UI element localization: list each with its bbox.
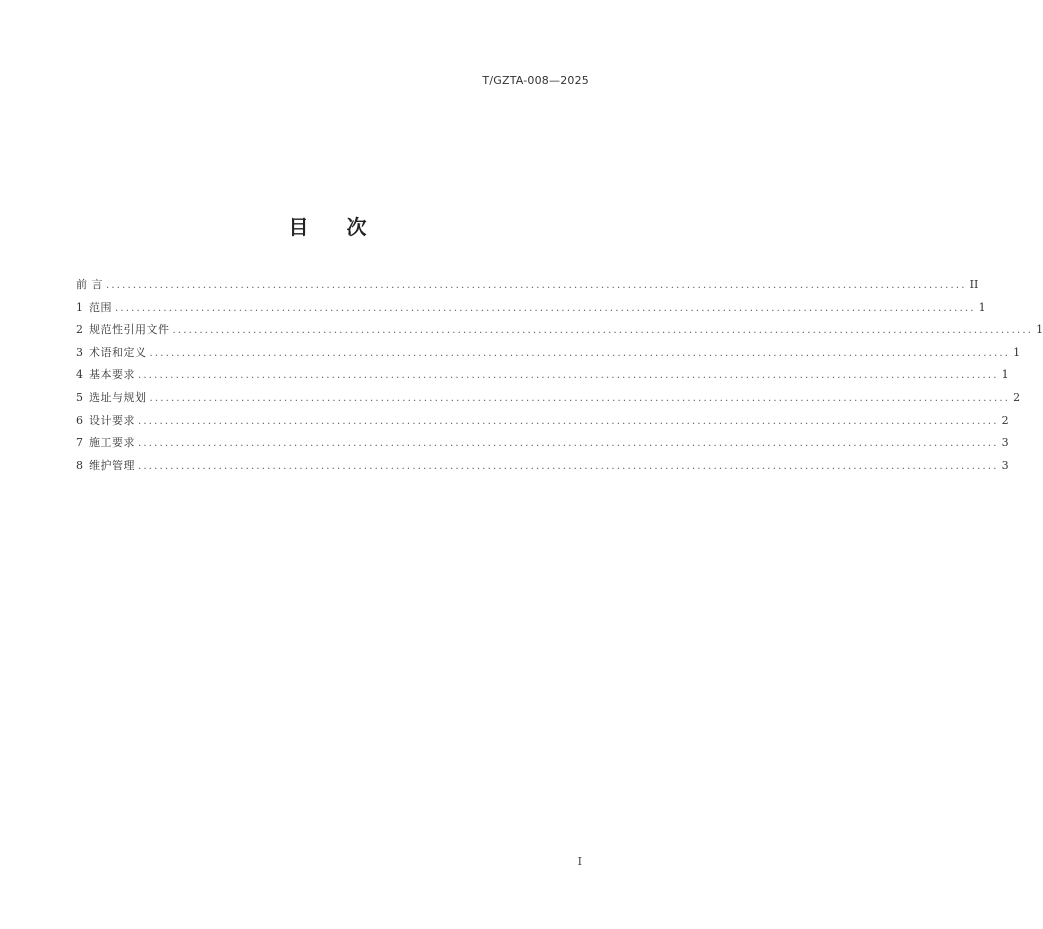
dot-leader: ................................................................................................................................................................ xyxy=(138,370,999,382)
toc-entry-page: 1 xyxy=(1001,368,1009,382)
toc-entry-scope[interactable] xyxy=(76,299,986,322)
page-number: I xyxy=(577,855,582,868)
toc-entry-page: II xyxy=(969,278,979,291)
toc-entry-title: 维护管理 xyxy=(89,458,135,472)
dot-leader: ................................................................................................................................................................ xyxy=(172,325,1034,337)
toc-entry-basic-requirements[interactable] xyxy=(76,366,1009,389)
toc-entry-number: 8 xyxy=(76,458,83,472)
toc-entry-design-requirements[interactable] xyxy=(76,412,1009,435)
toc-entry-title: 基本要求 xyxy=(89,368,135,382)
toc-entry-number: 1 xyxy=(76,300,83,314)
dot-leader: ................................................................................................................................................................ xyxy=(106,280,967,291)
toc-entry-number: 7 xyxy=(76,436,83,450)
document-code: T/GZTA-008—2025 xyxy=(482,74,589,87)
dot-leader: ................................................................................................................................................................ xyxy=(138,460,999,472)
toc-entry-title: 选址与规划 xyxy=(89,390,147,404)
toc-entry-maintenance[interactable] xyxy=(76,457,1009,480)
toc-entry-number: 5 xyxy=(76,390,83,404)
toc-entry-title: 施工要求 xyxy=(89,436,135,450)
toc-entry-title: 术语和定义 xyxy=(89,345,147,359)
toc-entry-page: 1 xyxy=(978,300,986,314)
dot-leader: ................................................................................................................................................................ xyxy=(149,392,1011,404)
toc-entry-page: 3 xyxy=(1001,436,1009,450)
toc-entry-construction-requirements[interactable] xyxy=(76,434,1009,457)
dot-leader: ................................................................................................................................................................ xyxy=(138,438,999,450)
toc-entry-title: 前 言 xyxy=(76,278,103,291)
toc-title: 目次 xyxy=(288,215,405,240)
toc-entry-page: 2 xyxy=(1001,413,1009,427)
toc-entry-normative-references[interactable] xyxy=(76,321,1043,344)
dot-leader: ................................................................................................................................................................ xyxy=(149,347,1011,359)
toc-entry-site-planning[interactable] xyxy=(76,389,1021,412)
toc-entry-page: 2 xyxy=(1013,390,1021,404)
toc-entry-page: 1 xyxy=(1013,345,1021,359)
dot-leader: ................................................................................................................................................................ xyxy=(138,415,999,427)
toc-entry-number: 3 xyxy=(76,345,83,359)
toc-entry-page: 1 xyxy=(1036,323,1043,337)
toc-entry-title: 规范性引用文件 xyxy=(89,323,170,337)
table-of-contents xyxy=(76,276,1043,479)
toc-entry-title: 范围 xyxy=(89,300,112,314)
toc-entry-number: 2 xyxy=(76,323,83,337)
toc-entry-page: 3 xyxy=(1001,458,1009,472)
toc-entry-number: 4 xyxy=(76,368,83,382)
dot-leader: ................................................................................................................................................................ xyxy=(115,302,976,314)
toc-entry-foreword[interactable] xyxy=(76,276,979,299)
toc-entry-number: 6 xyxy=(76,413,83,427)
toc-entry-title: 设计要求 xyxy=(89,413,135,427)
toc-entry-terms-definitions[interactable] xyxy=(76,344,1021,367)
